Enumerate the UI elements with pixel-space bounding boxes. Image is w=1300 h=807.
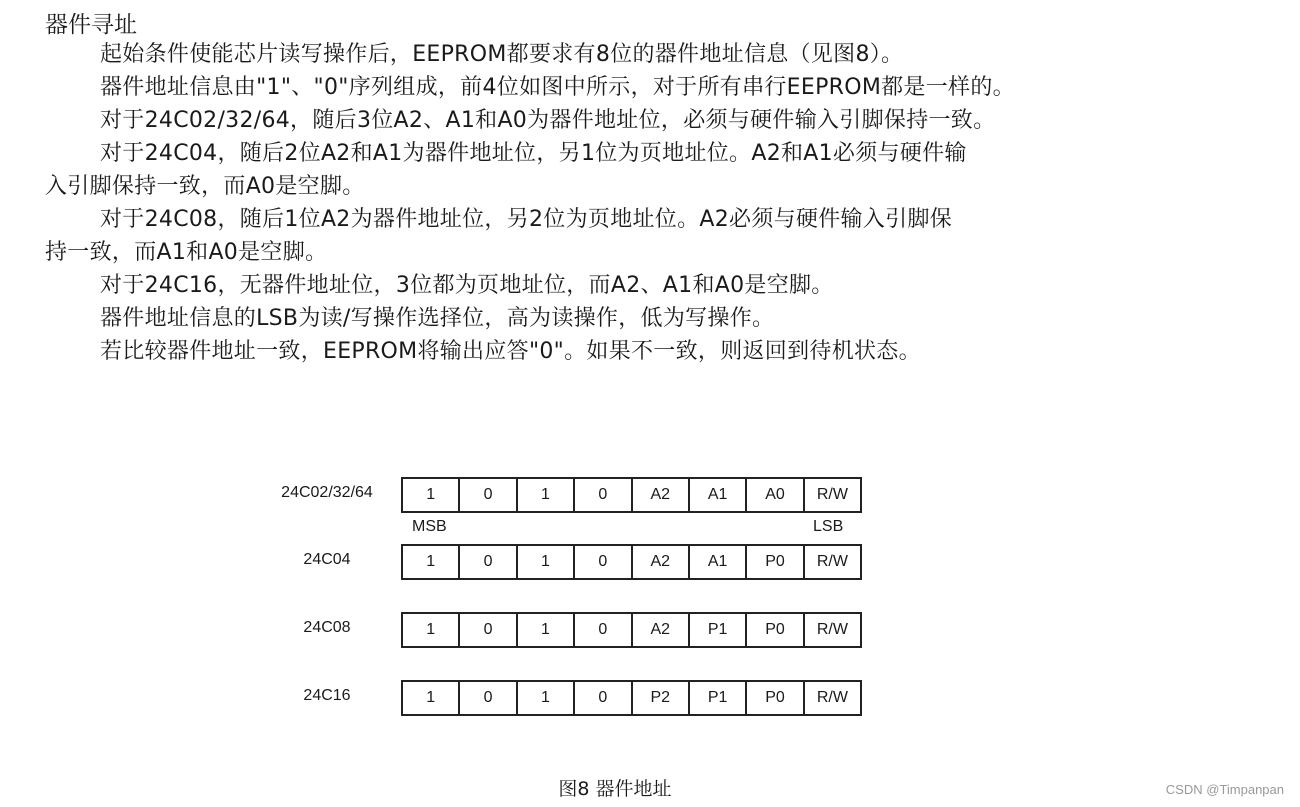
address-bit-cell: P1 bbox=[690, 682, 747, 714]
address-bit-cell: P0 bbox=[747, 614, 804, 646]
address-bit-cell: 1 bbox=[518, 682, 575, 714]
address-bit-cell: R/W bbox=[816, 689, 848, 706]
chip-label: 24C08 bbox=[303, 619, 351, 636]
paragraph-line: 若比较器件地址一致，EEPROM将输出应答"0"。如果不一致，则返回到待机状态。 bbox=[100, 339, 921, 364]
address-bit-cell: 0 bbox=[575, 479, 632, 511]
address-bit-cell: P2 bbox=[633, 682, 690, 714]
address-bit-cell: A0 bbox=[747, 479, 804, 511]
chip-label: 24C16 bbox=[303, 687, 351, 704]
address-bit-cell: 0 bbox=[460, 479, 517, 511]
address-bit-cell: 1 bbox=[403, 546, 460, 578]
address-bit-row bbox=[401, 680, 862, 716]
address-bit-cell: 0 bbox=[575, 614, 632, 646]
paragraph-line: 入引脚保持一致，而A0是空脚。 bbox=[45, 174, 365, 199]
address-bit-cell: A2 bbox=[633, 546, 690, 578]
paragraph-line: 器件地址信息的LSB为读/写操作选择位，高为读操作，低为写操作。 bbox=[100, 306, 775, 331]
address-bit-cell: P0 bbox=[747, 546, 804, 578]
address-bit-cell: 0 bbox=[460, 614, 517, 646]
address-bit-cell: P0 bbox=[747, 682, 804, 714]
figure-caption: 图8 器件地址 bbox=[558, 778, 672, 800]
address-bit-cell: R/W bbox=[816, 486, 848, 503]
address-bit-cell: R/W bbox=[816, 553, 848, 570]
address-bit-cell: 0 bbox=[460, 682, 517, 714]
address-bit-cell: 1 bbox=[403, 614, 460, 646]
address-bit-cell: A1 bbox=[690, 479, 747, 511]
paragraph-line: 对于24C02/32/64，随后3位A2、A1和A0为器件地址位，必须与硬件输入引脚保持一致。 bbox=[100, 108, 996, 133]
section-heading: 器件寻址 bbox=[45, 12, 137, 38]
chip-label: 24C02/32/64 bbox=[281, 484, 373, 501]
address-bit-cell: A1 bbox=[690, 546, 747, 578]
address-bit-cell: 0 bbox=[575, 546, 632, 578]
address-bit-cell: A2 bbox=[633, 479, 690, 511]
address-bit-cell: 0 bbox=[460, 546, 517, 578]
lsb-label: LSB bbox=[813, 518, 844, 535]
paragraph-line: 对于24C08，随后1位A2为器件地址位，另2位为页地址位。A2必须与硬件输入引脚保 bbox=[100, 207, 953, 232]
paragraph-line: 对于24C04，随后2位A2和A1为器件地址位，另1位为页地址位。A2和A1必须与硬件输 bbox=[100, 141, 967, 166]
address-bit-cell: 1 bbox=[518, 614, 575, 646]
address-bit-row bbox=[401, 612, 862, 648]
paragraph-line: 器件地址信息由"1"、"0"序列组成，前4位如图中所示，对于所有串行EEPROM都是一样的。 bbox=[100, 75, 1015, 100]
address-bit-cell: R/W bbox=[816, 621, 848, 638]
paragraph-line: 起始条件使能芯片读写操作后，EEPROM都要求有8位的器件地址信息（见图8）。 bbox=[100, 42, 904, 67]
address-bit-row bbox=[401, 544, 862, 580]
address-bit-cell: 1 bbox=[403, 479, 460, 511]
paragraph-line: 对于24C16，无器件地址位，3位都为页地址位，而A2、A1和A0是空脚。 bbox=[100, 273, 834, 298]
address-bit-cell: P1 bbox=[690, 614, 747, 646]
address-bit-cell: A2 bbox=[633, 614, 690, 646]
address-bit-cell: 1 bbox=[518, 479, 575, 511]
address-bit-row bbox=[401, 477, 862, 513]
address-bit-cell: 0 bbox=[575, 682, 632, 714]
msb-label: MSB bbox=[412, 518, 447, 535]
paragraph-line: 持一致，而A1和A0是空脚。 bbox=[45, 240, 328, 265]
address-bit-cell: 1 bbox=[403, 682, 460, 714]
chip-label: 24C04 bbox=[303, 551, 351, 568]
watermark: CSDN @Timpanpan bbox=[1165, 782, 1284, 797]
address-bit-cell: 1 bbox=[518, 546, 575, 578]
